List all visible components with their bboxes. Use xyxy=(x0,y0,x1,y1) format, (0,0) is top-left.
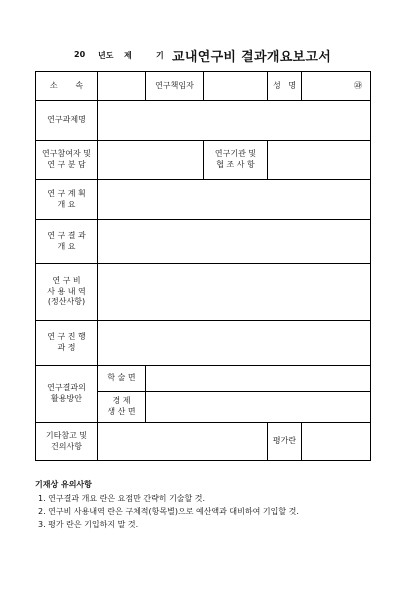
evaluation-field[interactable] xyxy=(302,423,371,461)
other-label: 기타참고 및 건의사항 xyxy=(36,423,98,461)
title-main: 교내연구비 결과개요보고서 xyxy=(172,50,332,65)
title-year-label: 년도 xyxy=(98,51,114,60)
utilization-label: 연구결과의 활용방안 xyxy=(36,366,98,423)
progress-field[interactable] xyxy=(98,321,371,366)
title-je: 제 xyxy=(124,51,132,60)
evaluation-label: 평가란 xyxy=(268,423,302,461)
plan-field[interactable] xyxy=(98,180,371,220)
academic-field[interactable] xyxy=(146,366,371,392)
institution-label: 연구기관 및 협 조 사 항 xyxy=(204,141,268,180)
expense-field[interactable] xyxy=(98,264,371,321)
project-name-label: 연구과제명 xyxy=(36,101,98,141)
economic-label: 경 제 생 산 면 xyxy=(98,392,146,423)
report-title xyxy=(0,44,400,66)
progress-label: 연 구 진 행 과 정 xyxy=(36,321,98,366)
institution-field[interactable] xyxy=(268,141,371,180)
result-field[interactable] xyxy=(98,220,371,264)
participants-field[interactable] xyxy=(98,141,204,180)
expense-label: 연 구 비 사 용 내 역 (정산사항) xyxy=(36,264,98,321)
title-year: 20 xyxy=(74,50,86,59)
affiliation-field[interactable] xyxy=(98,72,146,101)
academic-label: 학 술 면 xyxy=(98,366,146,392)
result-label: 연 구 결 과 개 요 xyxy=(36,220,98,264)
project-name-field[interactable] xyxy=(98,101,371,141)
seal-icon: ㉺ xyxy=(354,80,362,90)
economic-field[interactable] xyxy=(146,392,371,423)
note-item: 1. 연구결과 개요 란은 요점만 간략히 기술할 것. xyxy=(38,494,206,503)
name-seal-field[interactable] xyxy=(302,72,371,101)
plan-label: 연 구 계 획 개 요 xyxy=(36,180,98,220)
note-item: 2. 연구비 사용내역 란은 구체적(항목별)으로 예산액과 대비하여 기입할 것. xyxy=(38,507,299,516)
notes-section xyxy=(35,479,375,532)
researcher-field[interactable] xyxy=(204,72,268,101)
report-form-table xyxy=(35,71,371,461)
notes-title: 기재상 유의사항 xyxy=(35,480,92,489)
affiliation-label: 소 속 xyxy=(36,72,98,101)
researcher-label: 연구책임자 xyxy=(146,72,204,101)
name-label: 성 명 xyxy=(268,72,302,101)
other-field[interactable] xyxy=(98,423,268,461)
title-gi: 기 xyxy=(156,51,164,60)
participants-label: 연구참여자 및 연 구 분 담 xyxy=(36,141,98,180)
note-item: 3. 평가 란은 기입하지 말 것. xyxy=(38,520,139,529)
